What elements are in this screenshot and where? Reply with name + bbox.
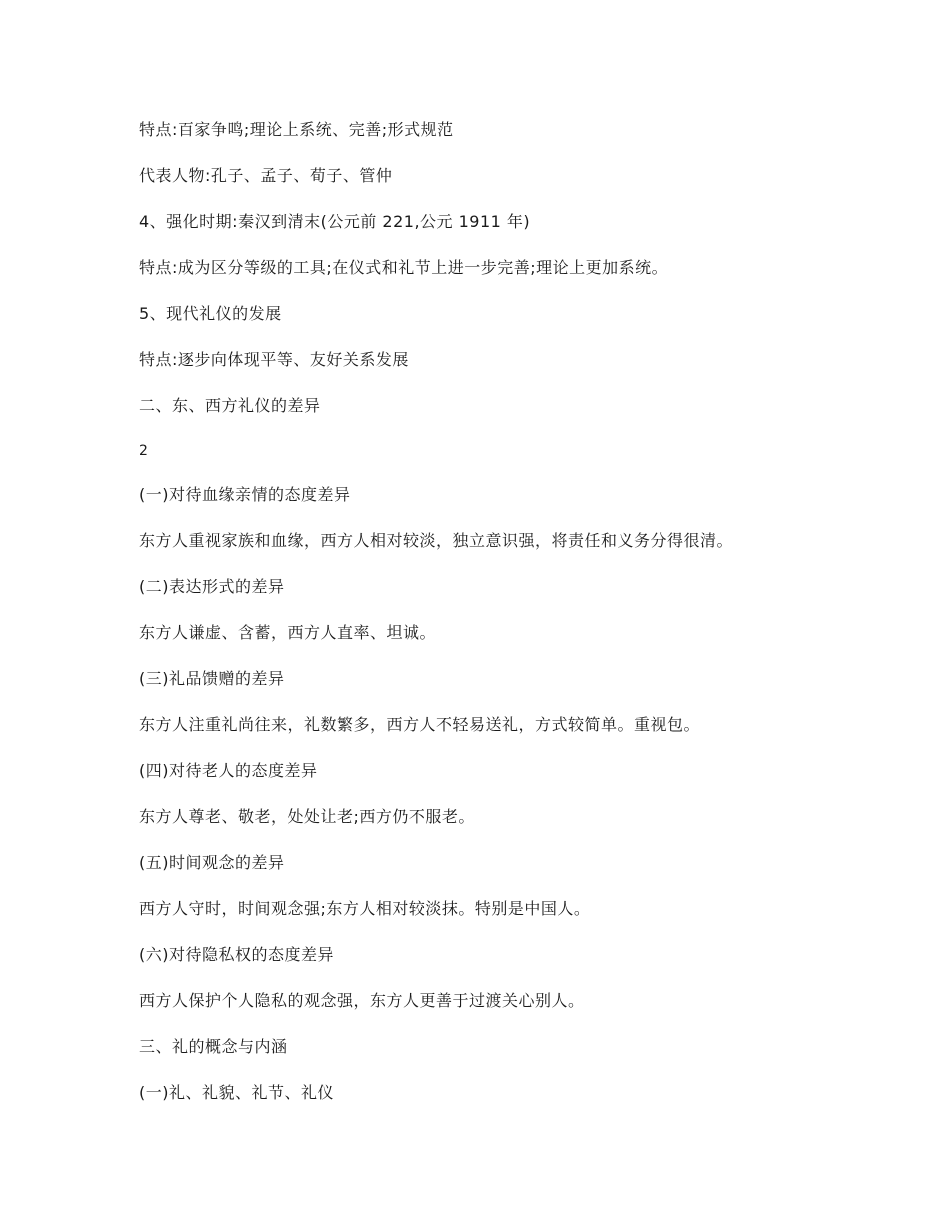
text-line: 特点:成为区分等级的工具;在仪式和礼节上进一步完善;理论上更加系统。 [139,258,669,277]
page-number: 2 [139,443,149,459]
text-line: 西方人守时，时间观念强;东方人相对较淡抹。特别是中国人。 [139,899,591,918]
subsection-heading: (五)时间观念的差异 [139,853,285,872]
text-line: 代表人物:孔子、孟子、荀子、管仲 [139,166,393,185]
subsection-heading: (六)对待隐私权的态度差异 [139,945,334,964]
text-line: 西方人保护个人隐私的观念强，东方人更善于过渡关心别人。 [139,991,585,1010]
text-line: 特点:逐步向体现平等、友好关系发展 [139,350,409,369]
text-line: 东方人尊老、敬老，处处让老;西方仍不服老。 [139,807,475,826]
text-line: 特点:百家争鸣;理论上系统、完善;形式规范 [139,120,454,139]
subsection-heading: (四)对待老人的态度差异 [139,761,318,780]
text-line: 东方人重视家族和血缘，西方人相对较淡，独立意识强，将责任和义务分得很清。 [139,531,734,550]
subsection-heading: (一)对待血缘亲情的态度差异 [139,485,351,504]
section-heading: 4、强化时期:秦汉到清末(公元前 221,公元 1911 年) [139,212,531,231]
subsection-heading: (二)表达形式的差异 [139,577,285,596]
subsection-heading: (三)礼品馈赠的差异 [139,669,285,688]
subsection-heading: (一)礼、礼貌、礼节、礼仪 [139,1083,334,1102]
section-heading: 二、东、西方礼仪的差异 [139,396,321,415]
section-heading: 5、现代礼仪的发展 [139,304,282,323]
text-line: 东方人谦虚、含蓄，西方人直率、坦诚。 [139,623,437,642]
section-heading: 三、礼的概念与内涵 [139,1037,288,1056]
text-line: 东方人注重礼尚往来，礼数繁多，西方人不轻易送礼，方式较简单。重视包。 [139,715,701,734]
